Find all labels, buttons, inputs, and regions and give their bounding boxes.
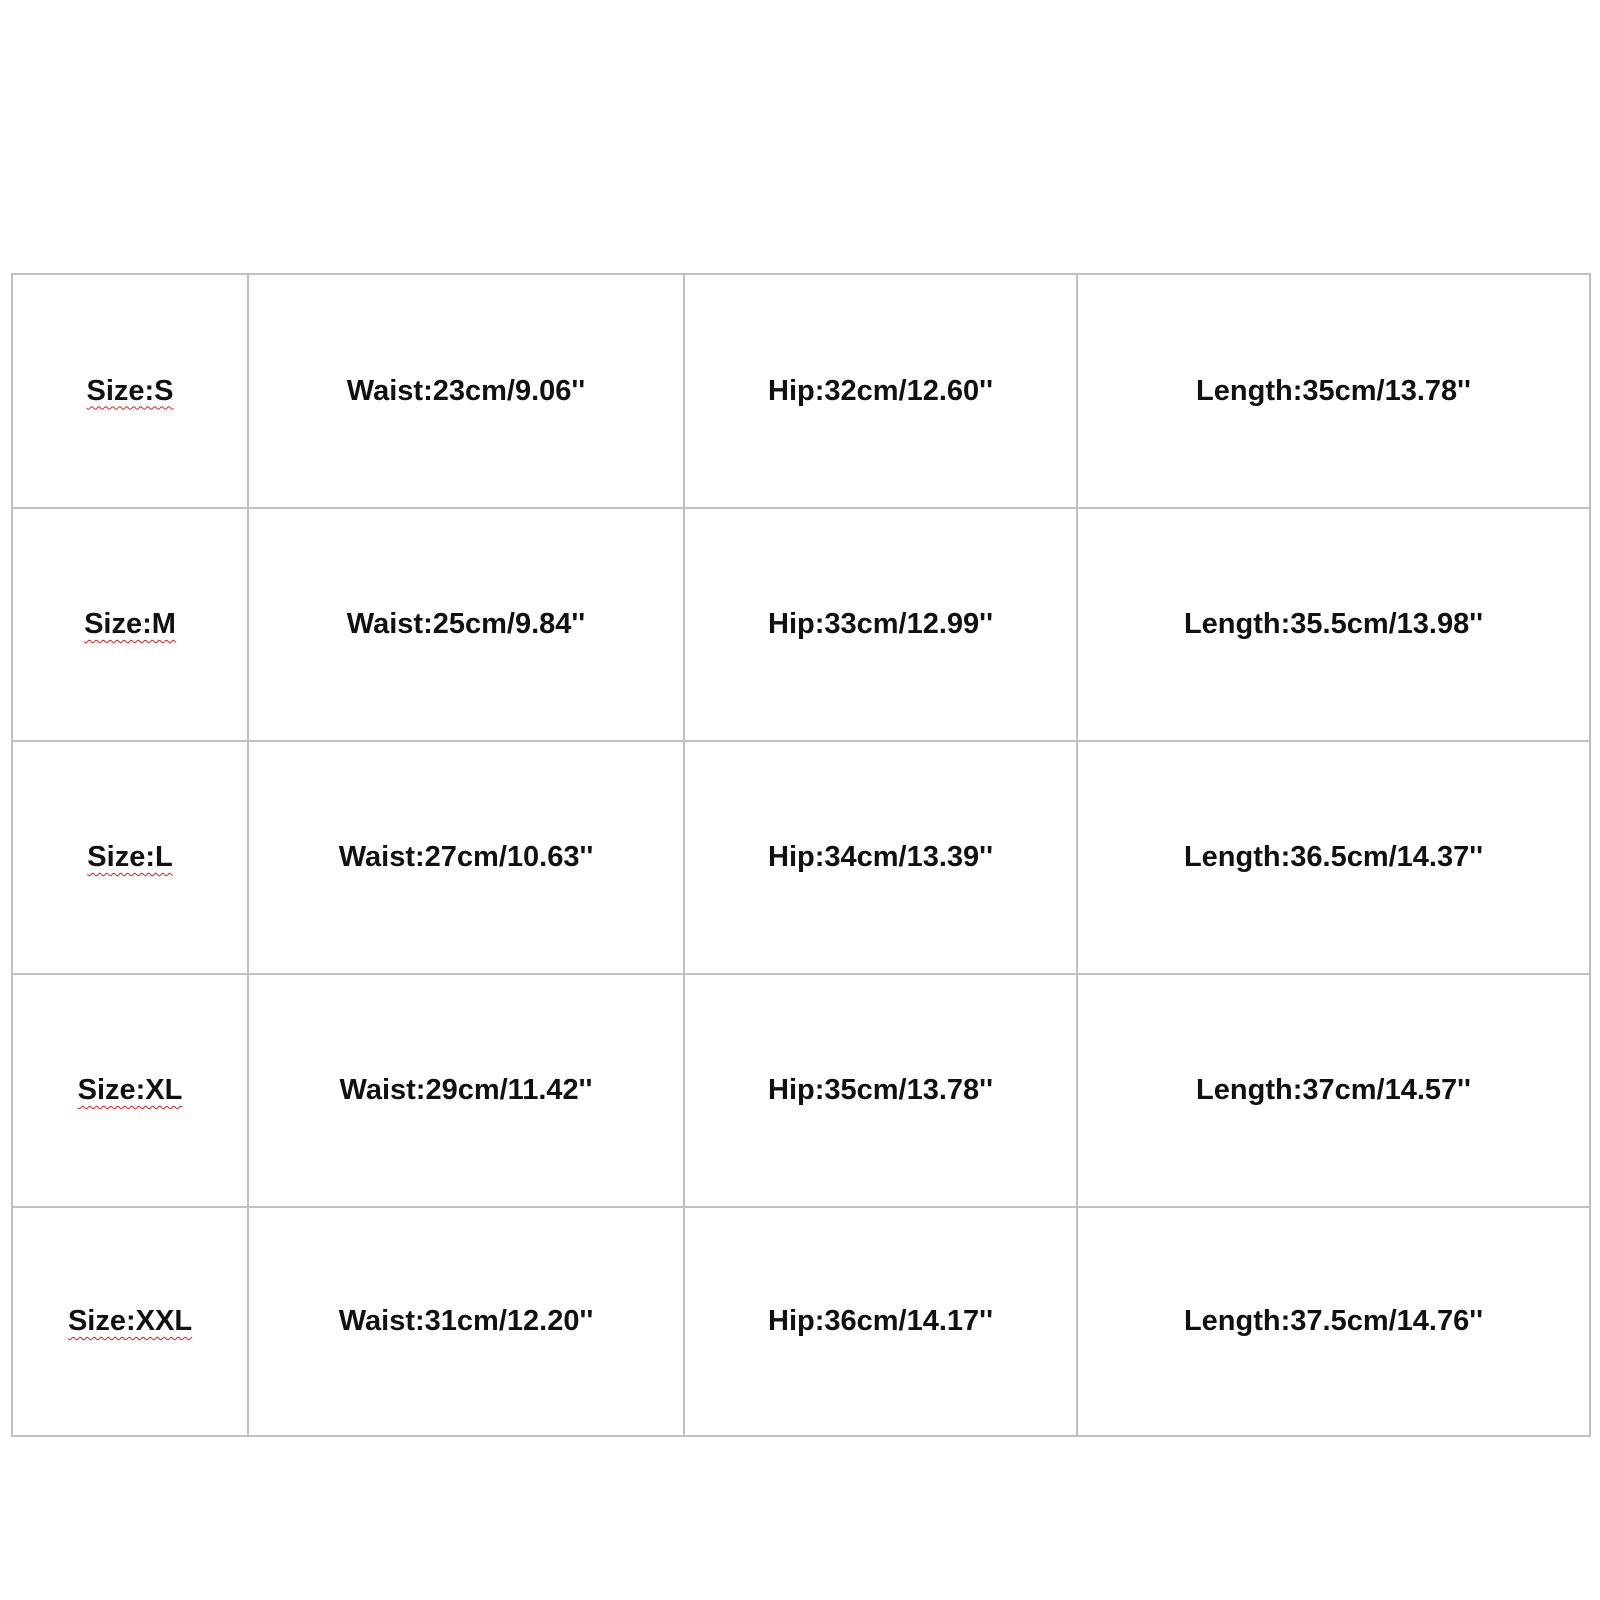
length-cell: Length:36.5cm/14.37'': [1077, 741, 1590, 974]
size-cell: [12, 1207, 248, 1436]
size-cell: [12, 974, 248, 1207]
waist-cell: Waist:23cm/9.06'': [248, 274, 684, 508]
size-label: Size:S: [86, 374, 174, 407]
waist-cell: Waist:25cm/9.84'': [248, 508, 684, 741]
size-label: Size:M: [84, 608, 176, 640]
hip-cell: Hip:32cm/12.60'': [684, 274, 1077, 508]
waist-cell: Waist:31cm/12.20'': [248, 1207, 684, 1436]
table-row: [12, 1207, 1590, 1436]
waist-cell: Waist:29cm/11.42'': [248, 974, 684, 1207]
size-label: Size:XL: [77, 1074, 183, 1106]
length-cell: Length:37.5cm/14.76'': [1077, 1207, 1590, 1436]
length-cell: Length:37cm/14.57'': [1077, 974, 1590, 1207]
length-cell: Length:35.5cm/13.98'': [1077, 508, 1590, 741]
table-row: [12, 508, 1590, 741]
size-cell: [12, 741, 248, 974]
size-cell: [12, 508, 248, 741]
size-chart-table: [11, 273, 1591, 1437]
size-cell: [12, 274, 248, 508]
length-cell: Length:35cm/13.78'': [1077, 274, 1590, 508]
hip-cell: Hip:35cm/13.78'': [684, 974, 1077, 1207]
table-row: [12, 274, 1590, 508]
hip-cell: Hip:33cm/12.99'': [684, 508, 1077, 741]
hip-cell: Hip:36cm/14.17'': [684, 1207, 1077, 1436]
table-row: [12, 741, 1590, 974]
size-label: Size:L: [87, 841, 173, 873]
waist-cell: Waist:27cm/10.63'': [248, 741, 684, 974]
table-row: [12, 974, 1590, 1207]
size-label: Size:XXL: [67, 1305, 193, 1337]
hip-cell: Hip:34cm/13.39'': [684, 741, 1077, 974]
